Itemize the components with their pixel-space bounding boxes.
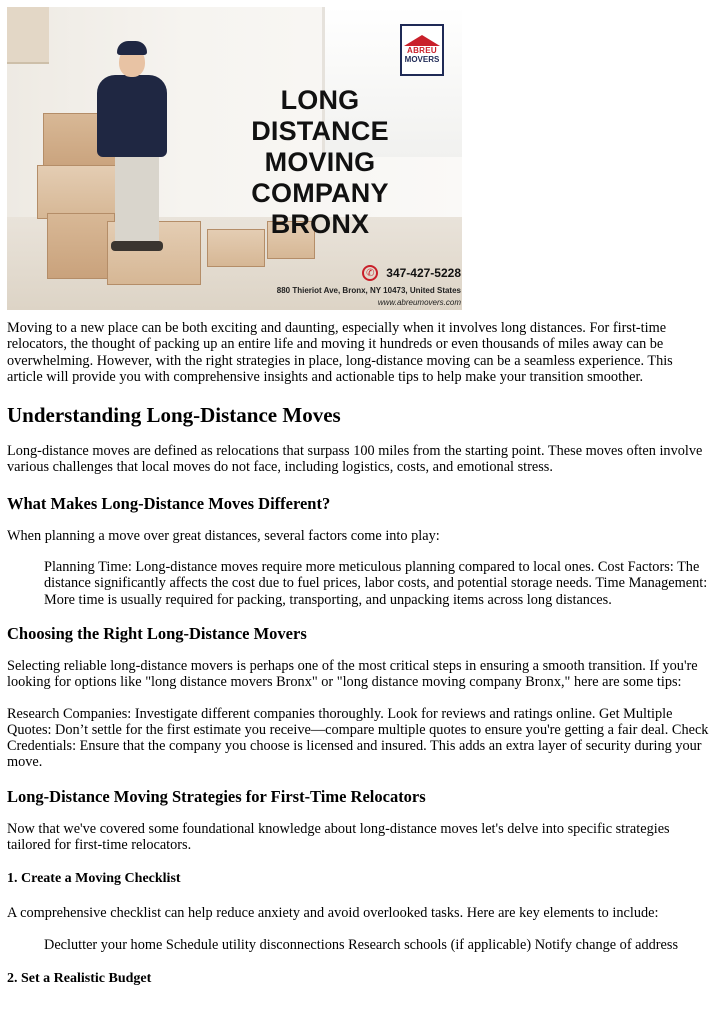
list-checklist: Declutter your home Schedule utility disconnections Research schools (if applicable) Notify change of address [44,936,679,953]
phone-icon: ✆ [362,265,378,281]
company-logo [400,24,444,76]
moving-box [37,165,117,219]
list-different: Planning Time: Long-distance moves require more meticulous planning compared to local ones. Cost Factors: The distance significantly affects the cost due to fuel prices, labor costs, and potential storage needs. Time Management: More time is usually required for packing, transporting, and unpacking items across long distances. [44,559,708,608]
company-website: www.abreumovers.com [377,298,461,307]
heading-strategies: Long-Distance Moving Strategies for First-Time Relocators [7,786,426,806]
intro-paragraph: Moving to a new place can be both exciting and daunting, especially when it involves long distances. For first-time relocators, the thought of packing up an entire life and moving it hundreds or even thousands of miles away can be overwhelming. However, with the right strategies in place, long-distance moving can be a seamless experience. This article will provide you with comprehensive insights and actionable tips to help make your transition smoother. [7,320,673,385]
paragraph-checklist: A comprehensive checklist can help reduce anxiety and avoid overlooked tasks. Here are key elements to include: [7,905,659,922]
heading-different: What Makes Long-Distance Moves Different? [7,493,331,513]
mover-figure-cap [117,41,147,55]
headline-line: COMPANY [251,178,389,208]
headline-line: DISTANCE [251,116,389,146]
logo-line2: MOVERS [404,54,440,64]
mover-figure-legs [115,152,159,244]
logo-roof-icon [404,35,440,46]
banner-contact [269,265,461,309]
headline-line: BRONX [270,209,370,239]
headline-line: LONG [280,85,360,115]
company-address: 880 Thieriot Ave, Bronx, NY 10473, United States [276,286,461,295]
banner-cabinet [7,7,49,64]
paragraph-understanding: Long-distance moves are defined as relocations that surpass 100 miles from the starting point. These moves often involve various challenges that local moves do not face, including logistics, costs, and emotional stress. [7,443,703,476]
article-body [7,320,712,987]
paragraph-choosing: Selecting reliable long-distance movers is perhaps one of the most critical steps in ensuring a smooth transition. If you're looking for options like "long distance movers Bronx" or "long distance moving company Bronx," here are some tips: [7,657,698,691]
paragraph-different: When planning a move over great distances, several factors come into play: [7,527,440,544]
phone-number: 347-427-5228 [386,266,461,280]
moving-box [47,213,115,279]
banner-headline [220,85,420,240]
heading-choosing: Choosing the Right Long-Distance Movers [7,623,307,643]
paragraph-tips: Research Companies: Investigate different companies thoroughly. Look for reviews and ratings online. Get Multiple Quotes: Don’t settle for the first estimate you receive—compare multiple quotes to ensure you're getting a fair deal. Check Credentials: Ensure that the company you choose is licensed and insured. This adds an extra layer of security during your move. [7,705,709,771]
paragraph-strategies: Now that we've covered some foundational knowledge about long-distance moves let's delve into specific strategies tailored for first-time relocators. [7,820,670,854]
hero-banner-image [7,7,462,310]
heading-understanding: Understanding Long-Distance Moves [7,403,341,428]
heading-checklist: 1. Create a Moving Checklist [7,871,181,887]
logo-line1: ABREU [407,45,437,55]
phone-row [269,265,461,281]
mover-figure-shoes [111,241,163,251]
mover-figure-body [97,75,167,157]
headline-line: MOVING [264,147,376,177]
heading-budget: 2. Set a Realistic Budget [7,970,152,986]
